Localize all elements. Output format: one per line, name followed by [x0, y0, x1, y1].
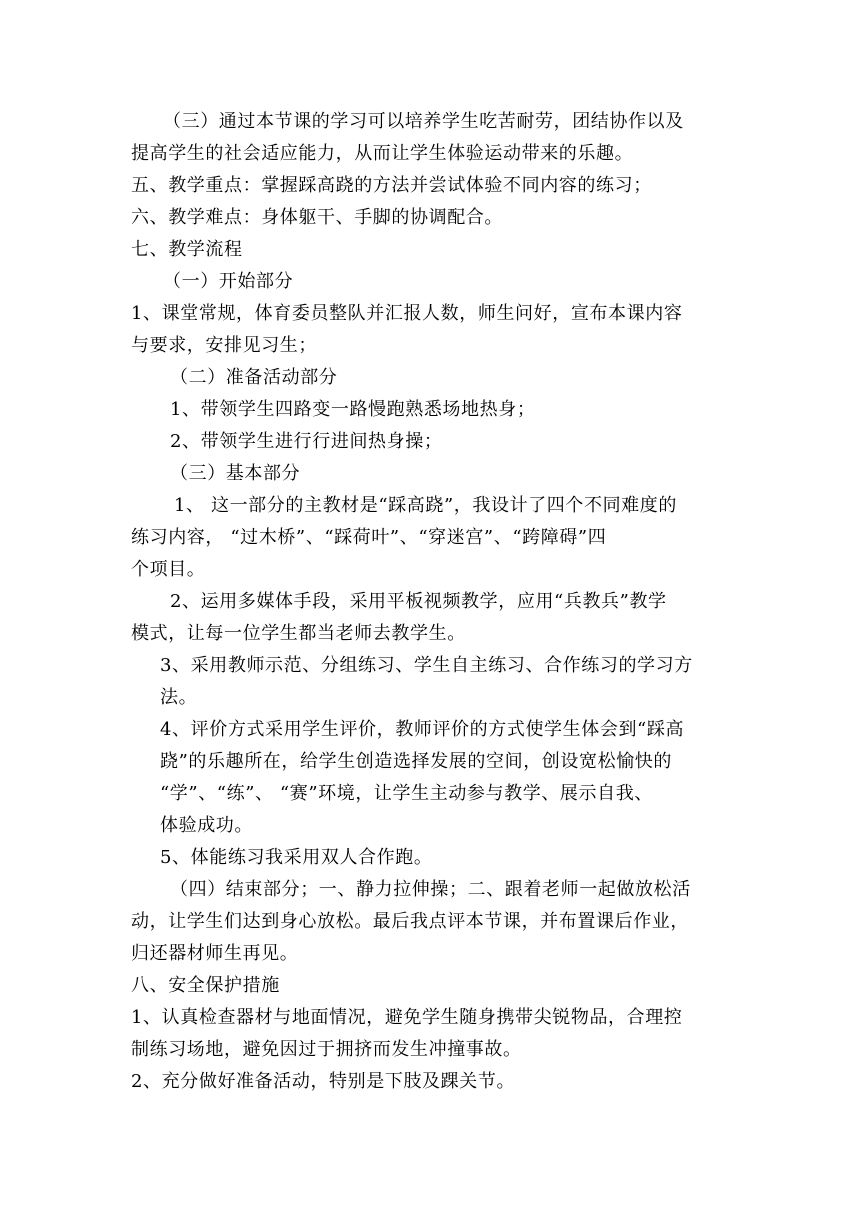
text-line-18: 3、采用教师示范、分组练习、学生自主练习、合作练习的学习方	[160, 655, 693, 676]
text-line-17: 模式，让每一位学生都当老师去教学生。	[131, 623, 466, 644]
text-line-14: 练习内容， “过木桥”、“踩荷叶”、“穿迷宫”、“跨障碍”四	[131, 527, 607, 548]
text-line-16: 2、运用多媒体手段，采用平板视频教学，应用“兵教兵”教学	[170, 591, 667, 612]
text-line-8: 与要求，安排见习生；	[131, 335, 317, 356]
text-line-23: 体验成功。	[160, 815, 253, 836]
text-line-25: （四）结束部分；一、静力拉伸操；二、跟着老师一起做放松活	[170, 879, 691, 900]
text-line-28: 八、安全保护措施	[131, 975, 280, 996]
text-line-5: 七、教学流程	[131, 239, 243, 260]
text-line-13: 1、 这一部分的主教材是“踩高跷”，我设计了四个不同难度的	[174, 495, 677, 516]
text-line-2: 提高学生的社会适应能力，从而让学生体验运动带来的乐趣。	[131, 143, 634, 164]
text-line-31: 2、充分做好准备活动，特别是下肢及踝关节。	[131, 1071, 516, 1092]
text-line-6: （一）开始部分	[163, 271, 294, 292]
text-line-7: 1、课堂常规，体育委员整队并汇报人数，师生问好，宣布本课内容	[131, 303, 683, 324]
text-line-4: 六、教学难点：身体躯干、手脚的协调配合。	[131, 207, 503, 228]
text-line-3: 五、教学重点：掌握踩高跷的方法并尝试体验不同内容的练习；	[131, 175, 652, 196]
text-line-11: 2、带领学生进行行进间热身操；	[170, 431, 443, 452]
text-line-19: 法。	[160, 687, 198, 708]
text-line-1: （三）通过本节课的学习可以培养学生吃苦耐劳，团结协作以及	[163, 111, 684, 132]
text-line-9: （二）准备活动部分	[170, 367, 338, 388]
text-line-20: 4、评价方式采用学生评价，教师评价的方式使学生体会到“踩高	[160, 719, 685, 740]
text-line-27: 归还器材师生再见。	[131, 943, 299, 964]
text-line-22: “学”、“练”、 “赛”环境，让学生主动参与教学、展示自我、	[160, 783, 653, 804]
text-line-24: 5、体能练习我采用双人合作跑。	[160, 847, 433, 868]
text-line-10: 1、带领学生四路变一路慢跑熟悉场地热身；	[170, 399, 536, 420]
text-line-29: 1、认真检查器材与地面情况，避免学生随身携带尖锐物品，合理控	[131, 1007, 683, 1028]
text-line-21: 跷”的乐趣所在，给学生创造选择发展的空间，创设宽松愉快的	[160, 751, 672, 772]
text-line-30: 制练习场地，避免因过于拥挤而发生冲撞事故。	[131, 1039, 522, 1060]
text-line-26: 动，让学生们达到身心放松。最后我点评本节课，并布置课后作业，	[131, 911, 689, 932]
text-line-15: 个项目。	[131, 559, 206, 580]
text-line-12: （三）基本部分	[170, 463, 301, 484]
